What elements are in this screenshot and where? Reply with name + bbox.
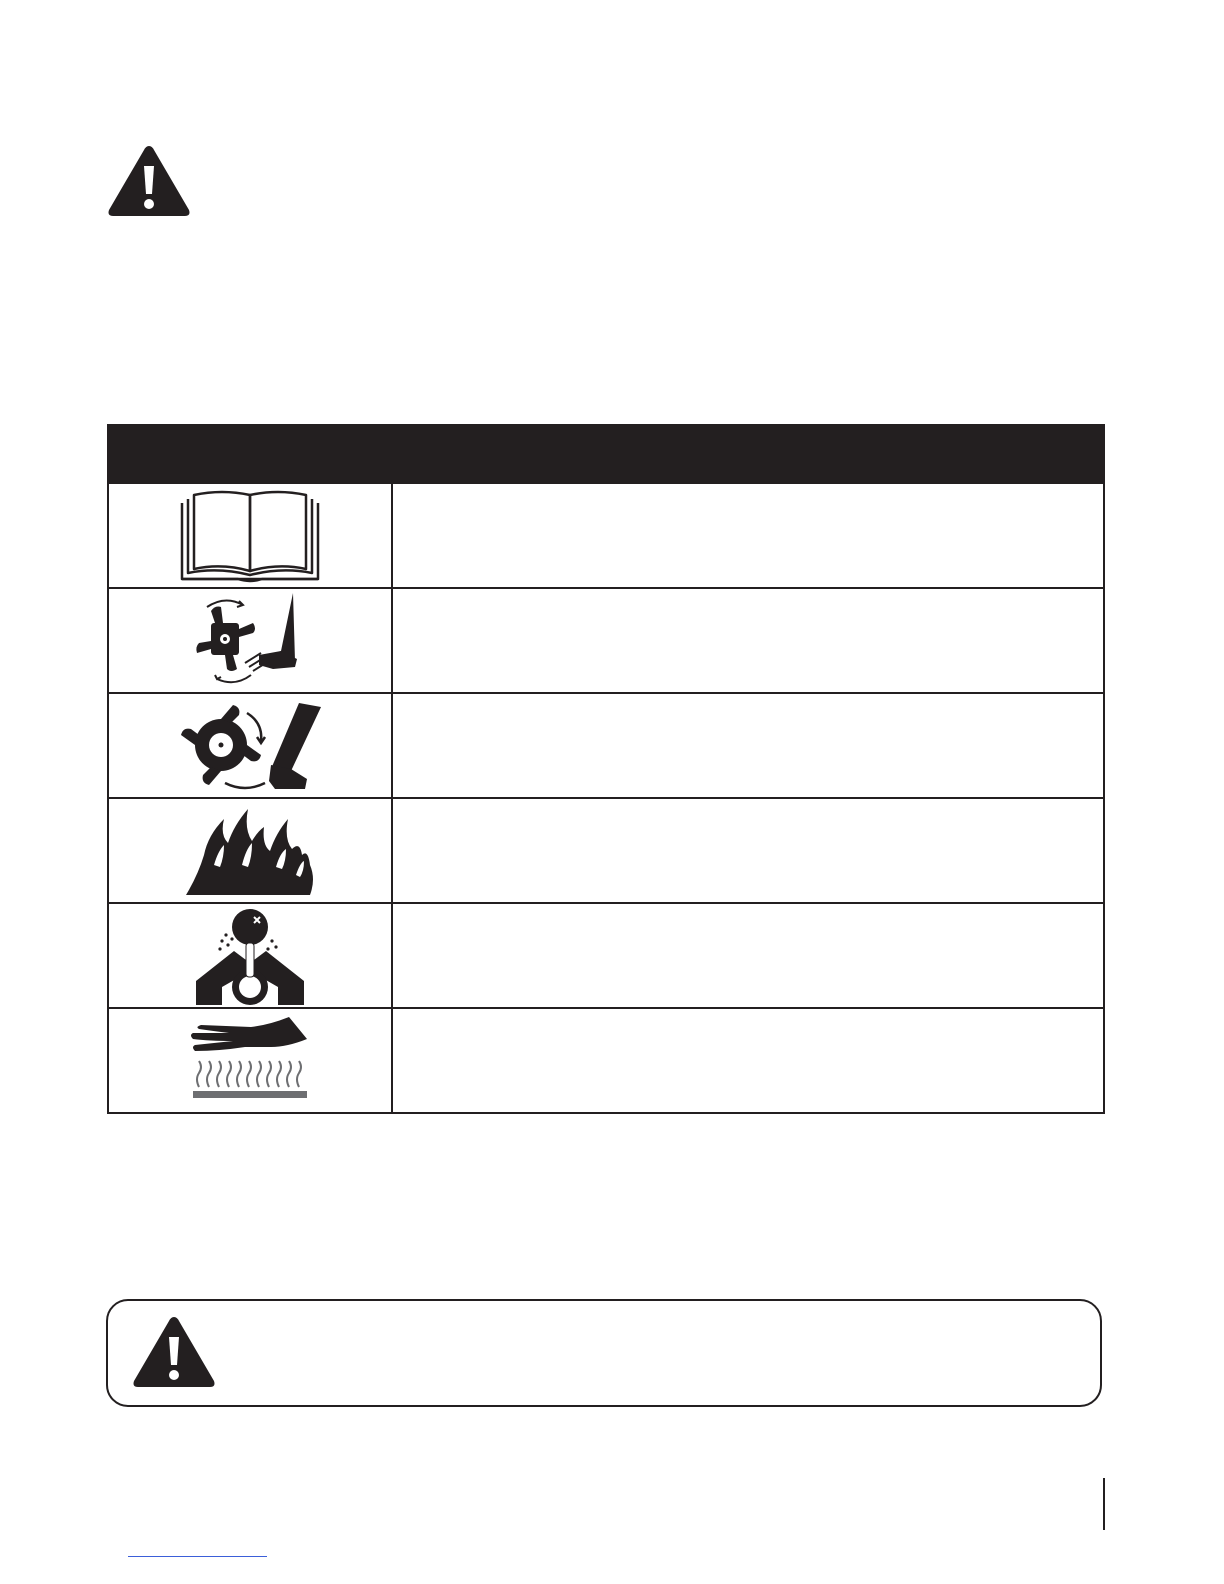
table-row [108, 693, 1104, 798]
toxic-fumes-inhalation-icon [196, 907, 304, 1005]
fire-flame-icon [184, 805, 316, 897]
warning-triangle-icon [130, 1313, 218, 1398]
table-row [108, 588, 1104, 693]
symbol-cell [108, 483, 392, 588]
symbol-cell [108, 903, 392, 1008]
symbol-cell [108, 588, 392, 693]
link-underline[interactable] [128, 1556, 267, 1557]
header-cell-symbol [108, 425, 392, 483]
symbol-description [392, 693, 1104, 798]
table-row [108, 1008, 1104, 1113]
symbol-description [392, 588, 1104, 693]
symbol-description [392, 903, 1104, 1008]
warning-triangle-icon [104, 142, 194, 222]
symbol-description [392, 798, 1104, 903]
symbol-cell [108, 798, 392, 903]
hot-surface-hand-icon [189, 1017, 311, 1105]
header-cell-meaning [392, 425, 1104, 483]
rotating-tines-foot-hazard-icon [185, 593, 315, 689]
table-row [108, 903, 1104, 1008]
page-margin-rule [1103, 1478, 1105, 1530]
symbol-cell [108, 693, 392, 798]
table-header-row [108, 425, 1104, 483]
read-manual-book-icon [178, 489, 322, 583]
symbol-description [392, 483, 1104, 588]
safety-symbol-table [107, 424, 1105, 1114]
warning-notice-box [106, 1299, 1102, 1407]
table-row [108, 798, 1104, 903]
symbol-description [392, 1008, 1104, 1113]
symbol-cell [108, 1008, 392, 1113]
rotating-tine-foot-hazard-icon [175, 699, 325, 793]
table-row [108, 483, 1104, 588]
